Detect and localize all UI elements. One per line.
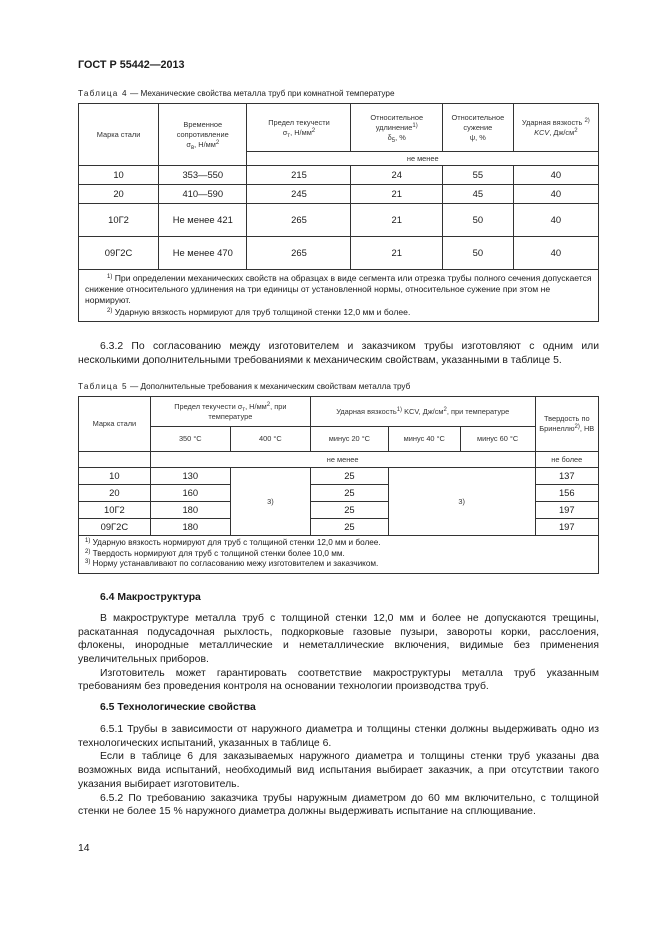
table4-cell-impact: 40 xyxy=(513,204,598,237)
table4-cell-contraction: 45 xyxy=(442,185,513,204)
footnote-mark: 2) xyxy=(85,548,91,555)
table4-cell-yield: 245 xyxy=(247,185,351,204)
table4-cell-grade: 10Г2 xyxy=(79,204,159,237)
footnote-mark: 2) xyxy=(574,424,580,431)
table4-caption xyxy=(78,89,599,100)
unit-label: , % xyxy=(475,132,486,142)
table4-cell-impact: 40 xyxy=(513,185,598,204)
table4-header-yield xyxy=(247,104,351,152)
table5-header-yield-label: Предел текучести xyxy=(174,401,236,411)
table5-cell-grade: 10Г2 xyxy=(79,502,151,519)
unit-label: , Н/мм xyxy=(290,127,312,137)
table5-header-impact-label: Ударная вязкость xyxy=(336,406,397,416)
delta-symbol: δ xyxy=(387,132,392,142)
unit-label: , Дж/см xyxy=(549,127,575,137)
table-row xyxy=(79,185,599,204)
table5-cell-hardness: 137 xyxy=(535,468,598,485)
table5-cell-yield-350: 180 xyxy=(150,519,230,536)
table5-cell-yield-350: 130 xyxy=(150,468,230,485)
table5-note-2-text: Твердость нормируют для труб с толщиной стенки более 10,0 мм. xyxy=(90,548,345,558)
table4-notes-row xyxy=(79,270,599,322)
table4-cell-yield: 215 xyxy=(247,166,351,185)
table5-temp-400: 400 °С xyxy=(230,427,310,452)
table4-header-tensile-label: Временное сопротивление xyxy=(176,119,229,139)
table5-cell-grade: 09Г2С xyxy=(79,519,151,536)
table4-note-2-text: Ударную вязкость нормируют для труб толщиной стенки 12,0 мм и более. xyxy=(112,306,411,317)
squared-mark: 2 xyxy=(266,401,271,408)
table5-limits-row xyxy=(79,452,599,468)
section-6-4-paragraph-1: В макроструктуре металла труб с толщиной стенки 12,0 мм и более не допускаются трещины, раскатанная подусадочная рыхлость, подкорковые газовые пузыри, завороты корки, расслоения, флокены, инородные металлические и неметаллические включения, видимые без применения увеличительных приборов. xyxy=(78,612,599,665)
section-6-5-paragraph-1: 6.5.1 Трубы в зависимости от наружного диаметра и толщины стенки должны выдерживать одно из технологических испытаний, указанных в таблице 6. xyxy=(78,723,599,749)
table4-caption-number: Таблица 4 xyxy=(78,89,128,99)
table4-cell-elongation: 21 xyxy=(351,185,443,204)
table4-cell-contraction: 50 xyxy=(442,237,513,270)
sigma-symbol: σ xyxy=(237,401,243,411)
table5-header-yield-temp: , при температуре xyxy=(208,401,287,421)
table4-cell-contraction: 50 xyxy=(442,204,513,237)
table5-header-hardness xyxy=(535,397,598,452)
unit-label: , Н/мм xyxy=(194,139,216,149)
footnote-mark: 1) xyxy=(412,122,418,129)
table5-header-row xyxy=(79,397,599,427)
table4-header-impact xyxy=(513,104,598,152)
table5-cell-impact-minus20: 25 xyxy=(310,468,388,485)
section-6-5-paragraph-3: 6.5.2 По требованию заказчика трубы наружным диаметром до 60 мм включительно, с толщиной стенки не более 15 % наружного диаметра должны выдерживать испытание на сплющивание. xyxy=(78,792,599,818)
table5-max-label: не более xyxy=(535,452,598,468)
delta-subscript: 5 xyxy=(391,137,396,144)
table5-caption-number: Таблица 5 xyxy=(78,382,128,392)
table5-cell-impact-minus20: 25 xyxy=(310,519,388,536)
sigma-symbol: σ xyxy=(186,139,191,149)
table4-cell-elongation: 21 xyxy=(351,204,443,237)
table5-caption-title: — Дополнительные требования к механическим свойствам металла труб xyxy=(127,382,411,392)
table5-note-2 xyxy=(85,549,592,560)
table-row xyxy=(79,237,599,270)
footnote-mark: 1) xyxy=(107,274,113,281)
table5-caption xyxy=(78,382,599,393)
footnote-mark: 2) xyxy=(107,307,113,314)
table5-cell-grade: 10 xyxy=(79,468,151,485)
table4-header-row xyxy=(79,104,599,152)
sigma-subscript: т xyxy=(242,406,246,413)
table5-cell-yield-350: 180 xyxy=(150,502,230,519)
table5-temperature-row xyxy=(79,427,599,452)
table5-cell-impact-merged: 3) xyxy=(388,468,535,536)
table5-cell-hardness: 156 xyxy=(535,485,598,502)
table5-note-3-text: Норму устанавливают по согласованию межу изготовителем и заказчиком. xyxy=(90,559,379,569)
standard-header: ГОСТ Р 55442—2013 xyxy=(78,59,185,71)
table4-note-1 xyxy=(85,273,592,307)
table-row xyxy=(79,468,599,485)
table5-header-impact xyxy=(310,397,535,427)
unit-label: , % xyxy=(395,132,406,142)
paragraph-6-3-2: 6.3.2 По согласованию между изготовителем и заказчиком трубы изготовляют с одним или несколькими дополнительными требованиями к механическим свойствам, указанными в таблице 5. xyxy=(78,340,599,366)
unit-label: , НВ xyxy=(579,424,595,434)
table4-cell-grade: 10 xyxy=(79,166,159,185)
table4-header-elongation-label: Относительное удлинение xyxy=(370,112,424,132)
table5-empty-cell xyxy=(79,452,151,468)
footnote-mark: 1) xyxy=(396,406,403,413)
table5-header-yield xyxy=(150,397,310,427)
squared-mark: 2 xyxy=(443,406,447,413)
table5-note-1-text: Ударную вязкость нормируют для труб с толщиной стенки 12,0 мм и более. xyxy=(90,538,381,548)
footnote-mark: 2) xyxy=(584,117,590,124)
section-6-5-title: 6.5 Технологические свойства xyxy=(100,702,256,714)
section-6-4-paragraph-2: Изготовитель может гарантировать соответствие макроструктуры металла труб указанным требованиям без проведения контроля на основании технологии производства труб. xyxy=(78,667,599,693)
table4-cell-elongation: 21 xyxy=(351,237,443,270)
table4-cell-impact: 40 xyxy=(513,166,598,185)
table4-cell-tensile: 353—550 xyxy=(159,166,247,185)
table4-cell-impact: 40 xyxy=(513,237,598,270)
table5-header-hardness-label: Твердость по Бринеллю xyxy=(539,414,590,434)
table5-additional-requirements xyxy=(78,396,599,574)
table4-notes xyxy=(79,270,599,322)
table4-cell-yield: 265 xyxy=(247,237,351,270)
table4-header-impact-label: Ударная вязкость xyxy=(521,117,583,127)
sigma-subscript: т xyxy=(287,132,291,139)
footnote-mark: 3) xyxy=(85,559,91,566)
table5-header-impact-temp: , при температуре xyxy=(446,406,510,416)
table5-cell-grade: 20 xyxy=(79,485,151,502)
table5-cell-yield-400-merged: 3) xyxy=(230,468,310,536)
table5-temp-minus40: минус 40 °С xyxy=(388,427,460,452)
table4-cell-tensile: Не менее 470 xyxy=(159,237,247,270)
table5-header-grade: Марка стали xyxy=(79,397,151,452)
table4-header-tensile xyxy=(159,104,247,166)
table4-cell-tensile: Не менее 421 xyxy=(159,204,247,237)
table4-cell-contraction: 55 xyxy=(442,166,513,185)
section-6-4-title: 6.4 Макроструктура xyxy=(100,592,201,604)
table5-notes-row xyxy=(79,536,599,574)
table4-header-elongation xyxy=(351,104,443,152)
table4-header-grade: Марка стали xyxy=(79,104,159,166)
table5-cell-hardness: 197 xyxy=(535,502,598,519)
table-row xyxy=(79,204,599,237)
table4-note-1-text: При определении механических свойств на образцах в виде сегмента или отрезка трубы полного сечения допускается снижение относительного удлинения на три единицы от установленной нормы, относительное сужение при этом не нормируют. xyxy=(85,273,592,306)
table-row xyxy=(79,166,599,185)
table4-note-2 xyxy=(85,307,592,318)
table4-cell-tensile: 410—590 xyxy=(159,185,247,204)
table4-cell-grade: 20 xyxy=(79,185,159,204)
table5-cell-yield-350: 160 xyxy=(150,485,230,502)
page-number: 14 xyxy=(78,843,90,854)
squared-mark: 2 xyxy=(311,127,316,134)
table4-min-label: не менее xyxy=(247,152,599,166)
table5-cell-impact-minus20: 25 xyxy=(310,485,388,502)
table5-cell-impact-minus20: 25 xyxy=(310,502,388,519)
squared-mark: 2 xyxy=(215,139,220,146)
table5-min-label: не менее xyxy=(150,452,535,468)
psi-symbol: ψ xyxy=(469,132,476,142)
table4-mechanical-properties xyxy=(78,103,599,322)
table4-cell-elongation: 24 xyxy=(351,166,443,185)
squared-mark: 2 xyxy=(574,127,578,134)
kcv-symbol: KCV xyxy=(534,127,550,137)
table4-cell-grade: 09Г2С xyxy=(79,237,159,270)
table5-temp-minus20: минус 20 °С xyxy=(310,427,388,452)
table5-note-1 xyxy=(85,538,592,549)
table4-header-yield-label: Предел текучести xyxy=(268,117,330,127)
table5-notes xyxy=(79,536,599,574)
table4-cell-yield: 265 xyxy=(247,204,351,237)
unit-label: , Н/мм xyxy=(245,401,267,411)
section-6-5-paragraph-2: Если в таблице 6 для заказываемых наружного диаметра и толщины стенки труб указаны два возможных вида испытаний, необходимый вид испытания выбирает заказчик, а при отсутствии такого указания выбирает изготовитель. xyxy=(78,751,599,790)
table5-cell-hardness: 197 xyxy=(535,519,598,536)
unit-label: KCV, Дж/см xyxy=(402,406,444,416)
table4-caption-title: — Механические свойства металла труб при комнатной температуре xyxy=(127,89,395,99)
footnote-mark: 1) xyxy=(85,538,91,545)
table4-header-contraction xyxy=(442,104,513,152)
table5-temp-350: 350 °С xyxy=(150,427,230,452)
table4-header-contraction-label: Относительное сужение xyxy=(451,112,505,132)
table5-temp-minus60: минус 60 °С xyxy=(460,427,535,452)
sigma-subscript: в xyxy=(190,144,195,151)
sigma-symbol: σ xyxy=(282,127,288,137)
table5-note-3 xyxy=(85,559,592,570)
